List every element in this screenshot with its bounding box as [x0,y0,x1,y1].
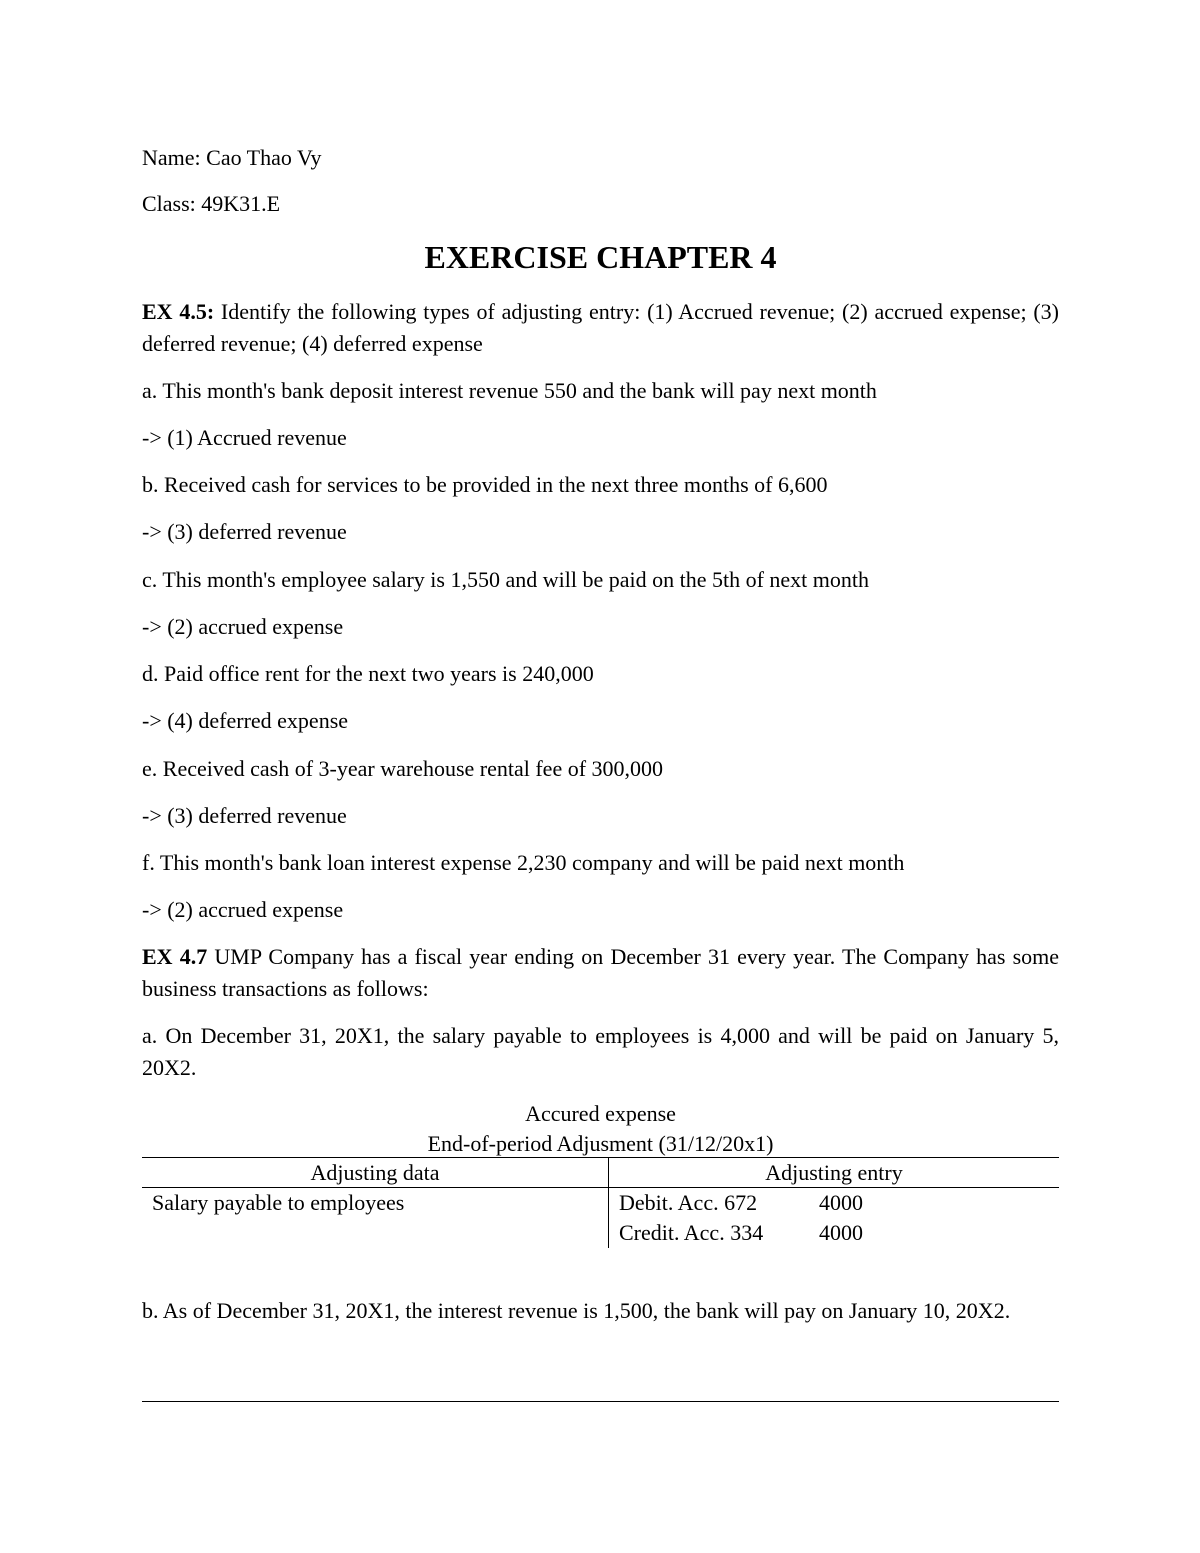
ex45-answer-c: -> (2) accrued expense [142,614,344,639]
ex45-answer-f: -> (2) accrued expense [142,897,344,922]
ex45-answer-d: -> (4) deferred expense [142,708,349,733]
ex45-answer-e: -> (3) deferred revenue [142,803,347,828]
ex47-item-b: b. As of December 31, 20X1, the interest revenue is 1,500, the bank will pay on January 10, 20X2. [142,1298,1011,1323]
ex45-question-e: e. Received cash of 3-year warehouse rental fee of 300,000 [142,756,664,781]
ex47-intro [142,941,1059,1005]
ex47-label: EX 4.7 [142,944,208,969]
table-caption-2: End-of-period Adjusment (31/12/20x1) [427,1131,774,1156]
ex45-label: EX 4.5: [142,299,215,324]
student-name: Name: Cao Thao Vy [142,145,322,170]
credit-entry [619,1218,1059,1248]
ex45-question-c: c. This month's employee salary is 1,550 and will be paid on the 5th of next month [142,567,869,592]
ex45-intro-text: Identify the following types of adjusting entry: (1) Accrued revenue; (2) accrued expense; (3) deferred revenue; (4) deferred expense [142,299,1059,356]
ex45-answer-b: -> (3) deferred revenue [142,519,347,544]
table-row [142,1188,1059,1249]
adjusting-table [142,1157,1059,1248]
ex47-item-a: a. On December 31, 20X1, the salary payable to employees is 4,000 and will be paid on January 5, 20X2. [142,1023,1059,1080]
ex45-question-b: b. Received cash for services to be provided in the next three months of 6,600 [142,472,828,497]
col-header-adjusting-entry: Adjusting entry [609,1158,1060,1188]
debit-account: Debit. Acc. 672 [619,1190,758,1215]
ex45-question-a: a. This month's bank deposit interest revenue 550 and the bank will pay next month [142,378,877,403]
debit-entry [619,1188,1059,1218]
adjusting-entry-cell [609,1188,1060,1249]
ex45-answer-a: -> (1) Accrued revenue [142,425,347,450]
ex45-question-d: d. Paid office rent for the next two years is 240,000 [142,661,594,686]
ex47-intro-text: UMP Company has a fiscal year ending on December 31 every year. The Company has some business transactions as follows: [142,944,1060,1001]
adjusting-data-cell: Salary payable to employees [142,1188,609,1249]
horizontal-rule [142,1401,1059,1402]
debit-amount: 4000 [819,1190,863,1215]
student-class: Class: 49K31.E [142,191,281,216]
ex45-intro [142,296,1059,360]
credit-account: Credit. Acc. 334 [619,1220,764,1245]
page-title: EXERCISE CHAPTER 4 [424,239,777,275]
table-caption-1: Accured expense [525,1101,676,1126]
ex45-question-f: f. This month's bank loan interest expense 2,230 company and will be paid next month [142,850,905,875]
credit-amount: 4000 [819,1220,863,1245]
col-header-adjusting-data: Adjusting data [142,1158,609,1188]
